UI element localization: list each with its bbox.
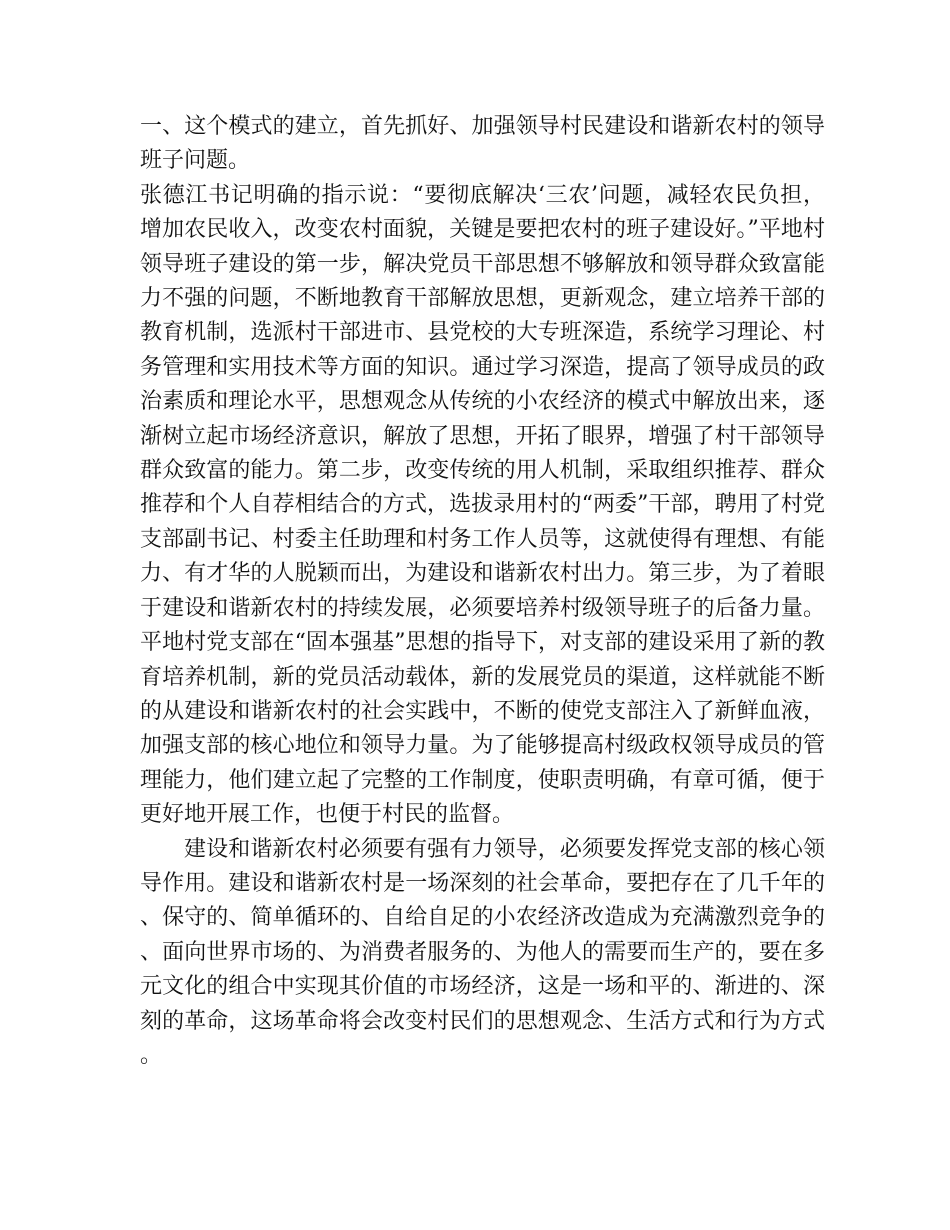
- document-body: [140, 110, 825, 1073]
- paragraph-leadership-steps: 张德江书记明确的指示说：“要彻底解决‘三农’问题，减轻农民负担，增加农民收入，改变农村面貌，关键是要把农村的班子建设好。”平地村领导班子建设的第一步，解决党员干部思想不够解放和领导群众致富能力不强的问题，不断地教育干部解放思想，更新观念，建立培养干部的教育机制，选派村干部进市、县党校的大专班深造，系统学习理论、村务管理和实用技术等方面的知识。通过学习深造，提高了领导成员的政治素质和理论水平，思想观念从传统的小农经济的模式中解放出来，逐渐树立起市场经济意识，解放了思想，开拓了眼界，增强了村干部领导群众致富的能力。第二步，改变传统的用人机制，采取组织推荐、群众推荐和个人自荐相结合的方式，选拔录用村的“两委”干部，聘用了村党支部副书记、村委主任助理和村务工作人员等，这就使得有理想、有能力、有才华的人脱颖而出，为建设和谐新农村出力。第三步，为了着眼于建设和谐新农村的持续发展，必须要培养村级领导班子的后备力量。平地村党支部在“固本强基”思想的指导下，对支部的建设采用了新的教育培养机制，新的党员活动载体，新的发展党员的渠道，这样就能不断的从建设和谐新农村的社会实践中，不断的使党支部注入了新鲜血液，加强支部的核心地位和领导力量。为了能够提高村级政权领导成员的管理能力，他们建立起了完整的工作制度，使职责明确，有章可循，便于更好地开展工作，也便于村民的监督。: [140, 182, 825, 828]
- section-heading: 一、这个模式的建立，首先抓好、加强领导村民建设和谐新农村的领导班子问题。: [140, 114, 825, 174]
- paragraph-party-core-role: 建设和谐新农村必须要有强有力领导，必须要发挥党支部的核心领导作用。建设和谐新农村是一场深刻的社会革命，要把存在了几千年的、保守的、简单循环的、自给自足的小农经济改造成为充满激烈竞争的、面向世界市场的、为消费者服务的、为他人的需要而生产的，要在多元文化的组合中实现其价值的市场经济，这是一场和平的、渐进的、深刻的革命，这场革命将会改变村民们的思想观念、生活方式和行为方式。: [140, 836, 825, 1068]
